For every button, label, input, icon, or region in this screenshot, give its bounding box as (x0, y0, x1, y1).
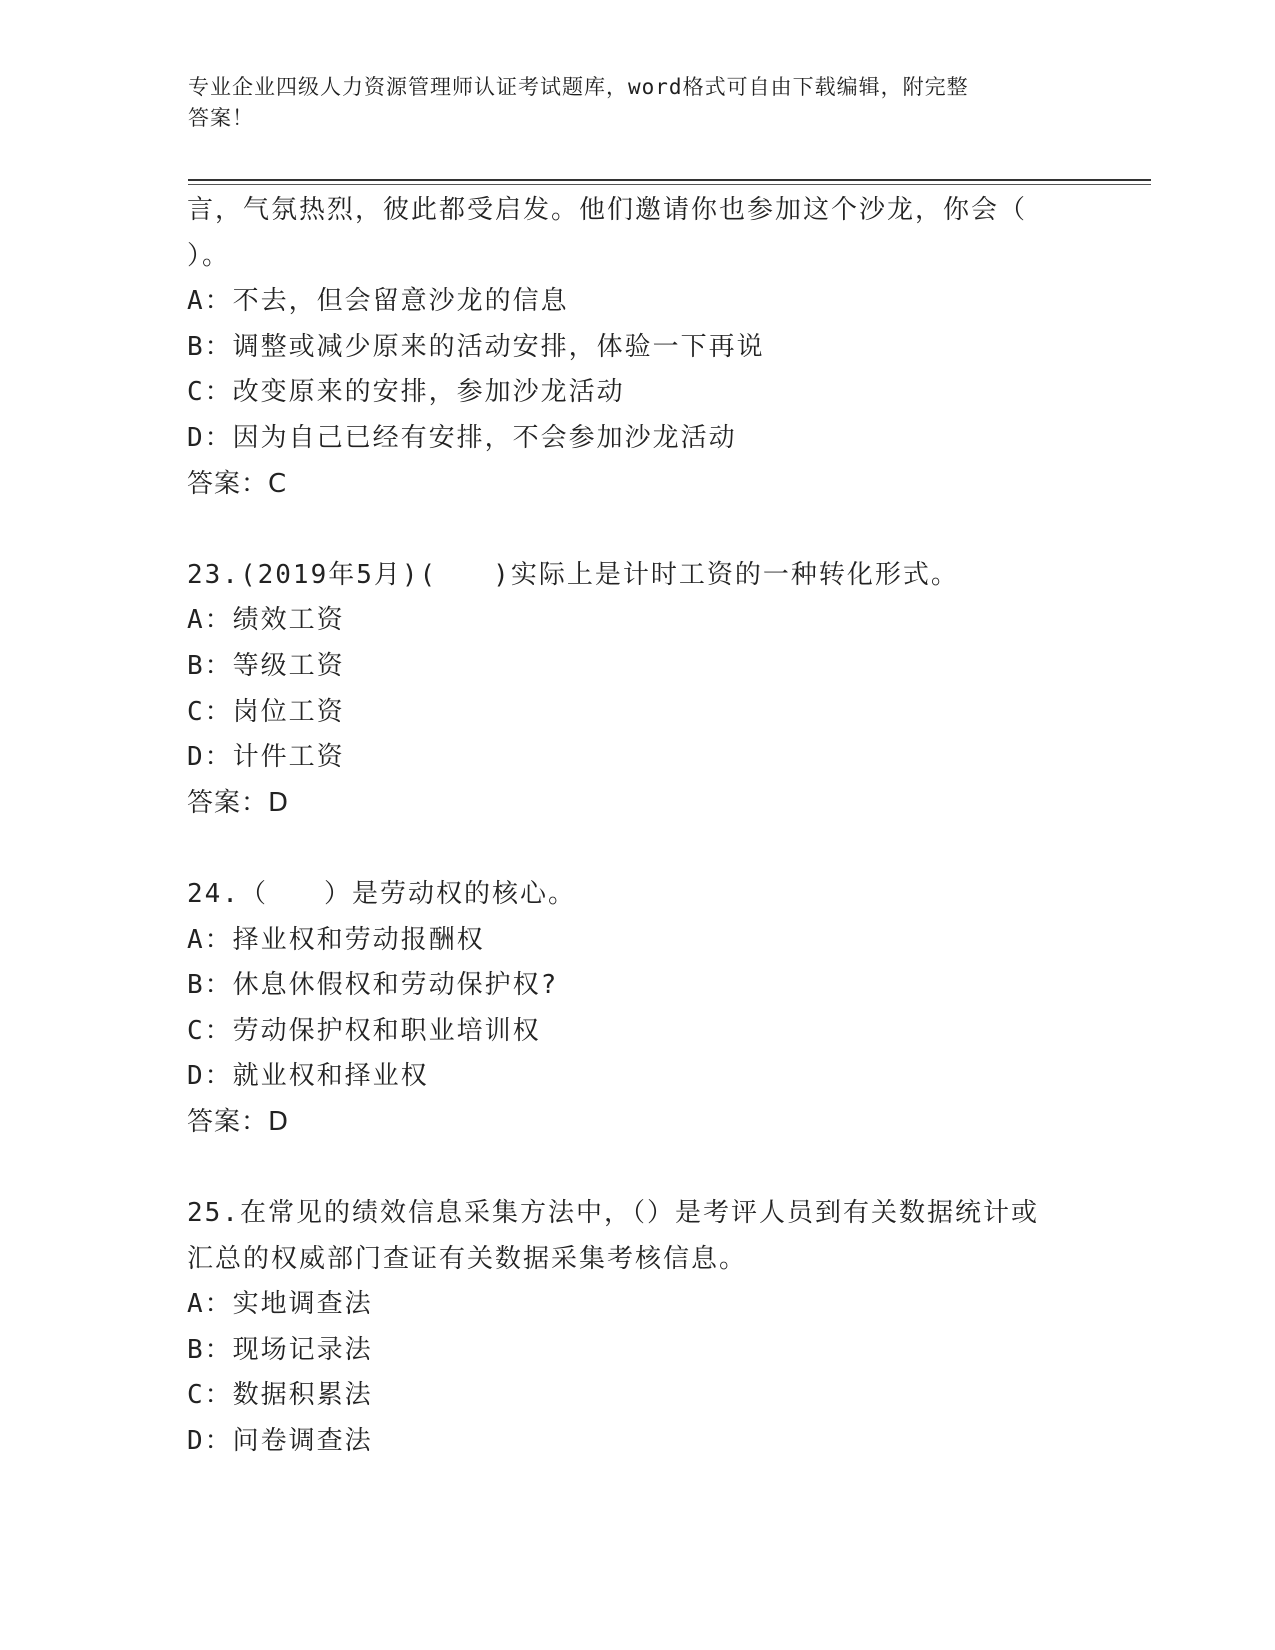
document-body (187, 188, 1087, 1465)
question-stem: 23.(2019年5月)( )实际上是计时工资的一种转化形式。 (187, 559, 959, 590)
document-header (188, 72, 1068, 134)
header-divider-thin (188, 184, 1151, 185)
option-b: B：现场记录法 (187, 1334, 373, 1365)
question-stem: 25.在常见的绩效信息采集方法中，（）是考评人员到有关数据统计或 (187, 1198, 1039, 1229)
spacer (187, 1145, 1087, 1191)
question-22 (187, 188, 1087, 507)
option-c: C：劳动保护权和职业培训权 (187, 1015, 541, 1046)
option-d: D：问卷调查法 (187, 1426, 373, 1457)
question-24 (187, 872, 1087, 1146)
option-d: D：因为自己已经有安排，不会参加沙龙活动 (187, 422, 737, 453)
option-a: A：绩效工资 (187, 605, 345, 636)
question-stem: 汇总的权威部门查证有关数据采集考核信息。 (187, 1243, 748, 1274)
question-25 (187, 1191, 1087, 1465)
header-line-2: 答案！ (188, 106, 254, 130)
answer-line: 答案：D (187, 787, 290, 818)
question-23 (187, 553, 1087, 827)
header-divider-thick (188, 179, 1151, 181)
answer-line: 答案：D (187, 1106, 290, 1137)
header-line-1: 专业企业四级人力资源管理师认证考试题库，word格式可自由下载编辑，附完整 (188, 75, 969, 99)
option-c: C：改变原来的安排，参加沙龙活动 (187, 377, 625, 408)
option-c: C：数据积累法 (187, 1380, 373, 1411)
option-d: D：计件工资 (187, 742, 345, 773)
option-b: B：等级工资 (187, 650, 345, 681)
question-stem: 24.（ ）是劳动权的核心。 (187, 878, 576, 909)
answer-line: 答案：C (187, 468, 288, 499)
question-stem: 言，气氛热烈，彼此都受启发。他们邀请你也参加这个沙龙，你会（ (187, 195, 1028, 225)
option-a: A：实地调查法 (187, 1289, 373, 1320)
option-b: B：调整或减少原来的活动安排，体验一下再说 (187, 331, 765, 362)
question-stem: ）。 (187, 240, 231, 271)
option-a: A：不去，但会留意沙龙的信息 (187, 286, 569, 317)
option-b: B：休息休假权和劳动保护权? (187, 970, 559, 1001)
option-d: D：就业权和择业权 (187, 1061, 429, 1092)
spacer (187, 826, 1087, 872)
spacer (187, 507, 1087, 553)
option-c: C：岗位工资 (187, 696, 345, 727)
option-a: A：择业权和劳动报酬权 (187, 924, 485, 955)
